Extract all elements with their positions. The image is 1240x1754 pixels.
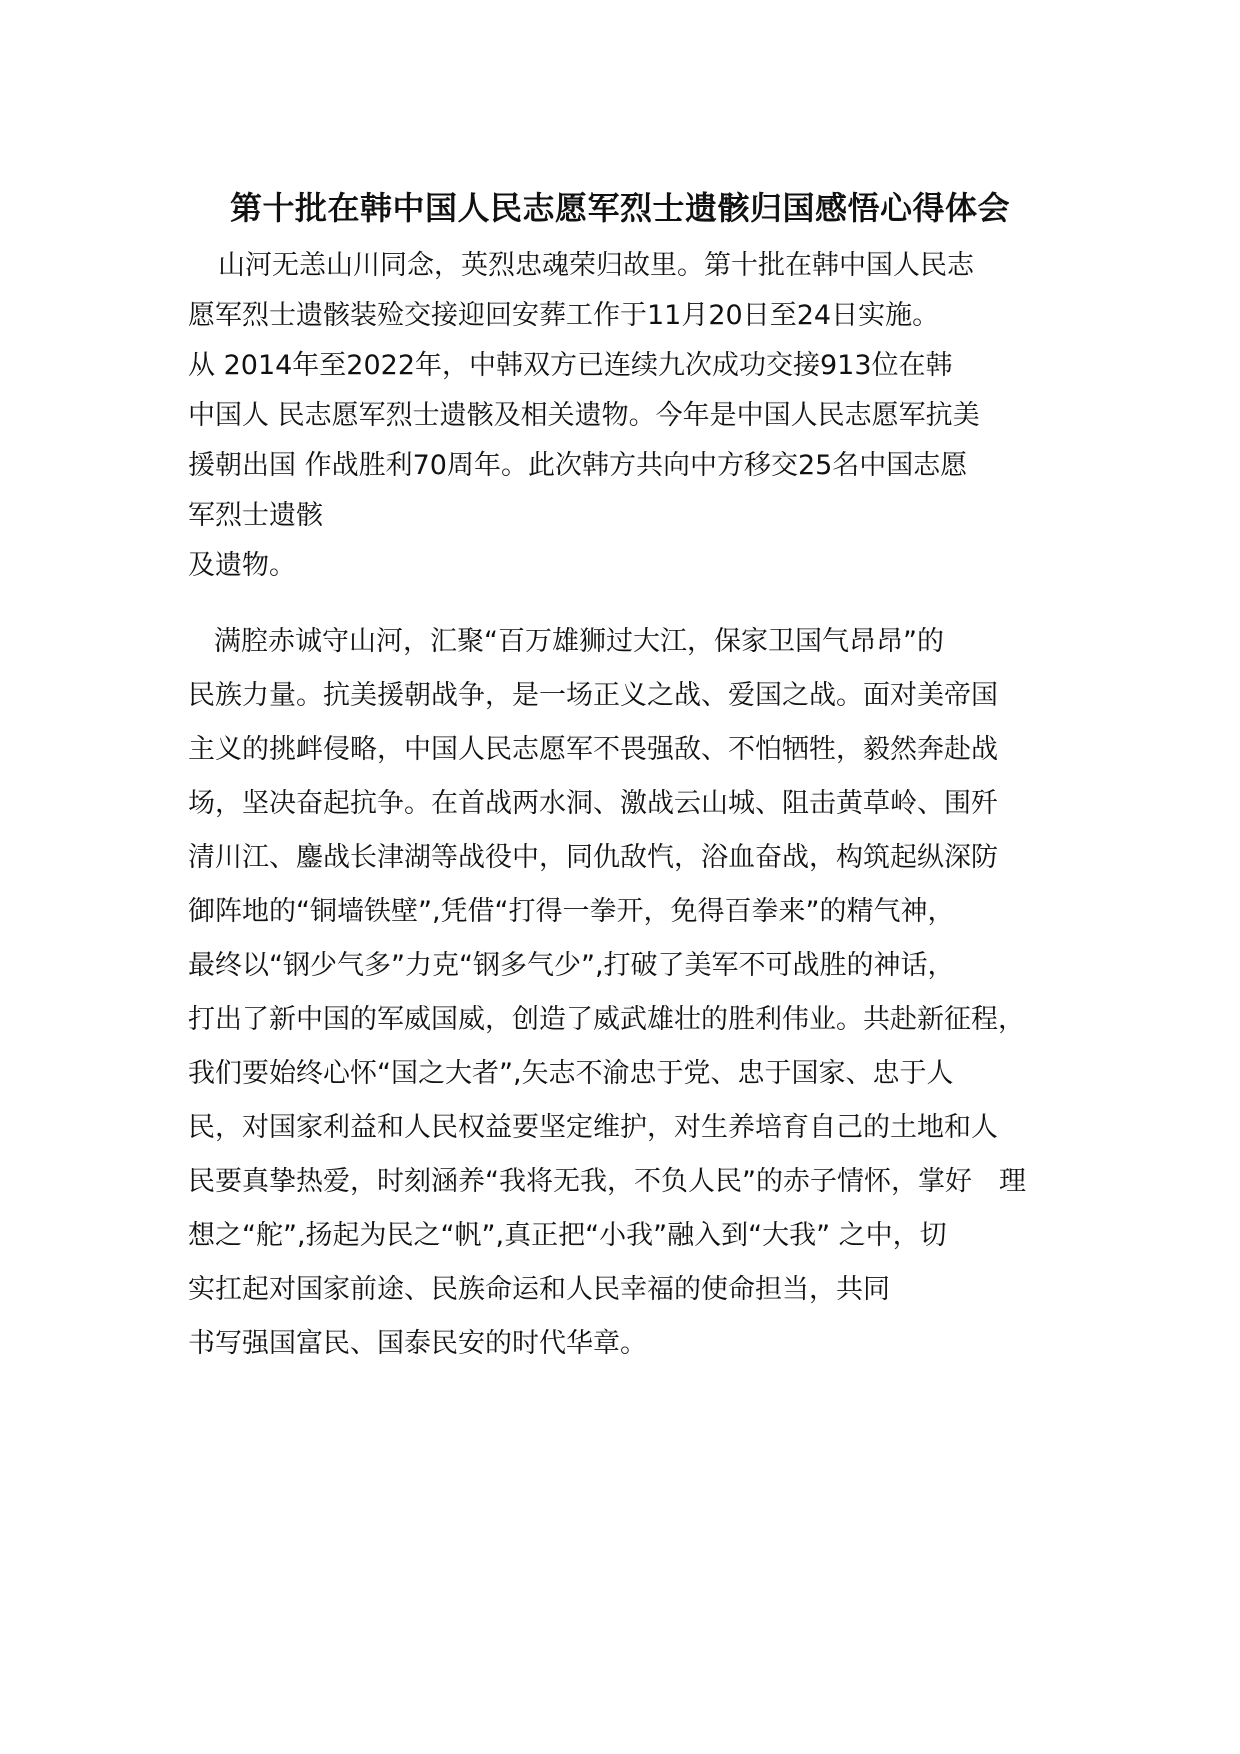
document-title: 第十批在韩中国人民志愿军烈士遗骸归国感悟心得体会 bbox=[229, 189, 1010, 227]
paragraph-1-line: 军烈士遗骸 bbox=[188, 500, 323, 531]
paragraph-2-line: 实扛起对国家前途、民族命运和人民幸福的使命担当，共同 bbox=[188, 1274, 890, 1305]
paragraph-2-line: 御阵地的“铜墙铁壁”,凭借“打得一拳开，免得百拳来”的精气神， bbox=[188, 896, 955, 927]
paragraph-1-line: 从 2014年至2022年，中韩双方已连续九次成功交接913位在韩 bbox=[188, 350, 953, 381]
paragraph-2-line: 想之“舵”,扬起为民之“帆”,真正把“小我”融入到“大我” 之中，切 bbox=[188, 1220, 947, 1251]
paragraph-2-line: 场，坚决奋起抗争。在首战两水洞、激战云山城、阻击黄草岭、围歼 bbox=[188, 788, 998, 819]
paragraph-1-line: 及遗物。 bbox=[188, 550, 296, 581]
paragraph-2-line: 书写强国富民、国泰民安的时代华章。 bbox=[188, 1328, 647, 1359]
paragraph-1-line: 中国人 民志愿军烈士遗骸及相关遗物。今年是中国人民志愿军抗美 bbox=[188, 400, 980, 431]
paragraph-2-line: 主义的挑衅侵略，中国人民志愿军不畏强敌、不怕牺牲，毅然奔赴战 bbox=[188, 734, 998, 765]
paragraph-1-line: 愿军烈士遗骸装殓交接迎回安葬工作于11月20日至24日实施。 bbox=[188, 300, 940, 331]
paragraph-1-line: 山河无恙山川同念，英烈忠魂荣归故里。第十批在韩中国人民志 bbox=[218, 250, 974, 281]
paragraph-2-line: 满腔赤诚守山河，汇聚“百万雄狮过大江，保家卫国气昂昂”的 bbox=[214, 626, 944, 657]
paragraph-2-line: 民要真挚热爱，时刻涵养“我将无我，不负人民”的赤子情怀，掌好 理 bbox=[188, 1166, 1026, 1197]
paragraph-2-line: 民，对国家利益和人民权益要坚定维护，对生养培育自己的土地和人 bbox=[188, 1112, 998, 1143]
paragraph-2-line: 民族力量。抗美援朝战争，是一场正义之战、爱国之战。面对美帝国 bbox=[188, 680, 998, 711]
paragraph-2-line: 我们要始终心怀“国之大者”,矢志不渝忠于党、忠于国家、忠于人 bbox=[188, 1058, 954, 1089]
paragraph-2-line: 最终以“钢少气多”力克“钢多气少”,打破了美军不可战胜的神话， bbox=[188, 950, 955, 981]
paragraph-2-line: 清川江、鏖战长津湖等战役中，同仇敌忾，浴血奋战，构筑起纵深防 bbox=[188, 842, 998, 873]
paragraph-1-line: 援朝出国 作战胜利70周年。此次韩方共向中方移交25名中国志愿 bbox=[188, 450, 968, 481]
paragraph-2-line: 打出了新中国的军威国威，创造了威武雄壮的胜利伟业。共赴新征程， bbox=[188, 1004, 1025, 1035]
